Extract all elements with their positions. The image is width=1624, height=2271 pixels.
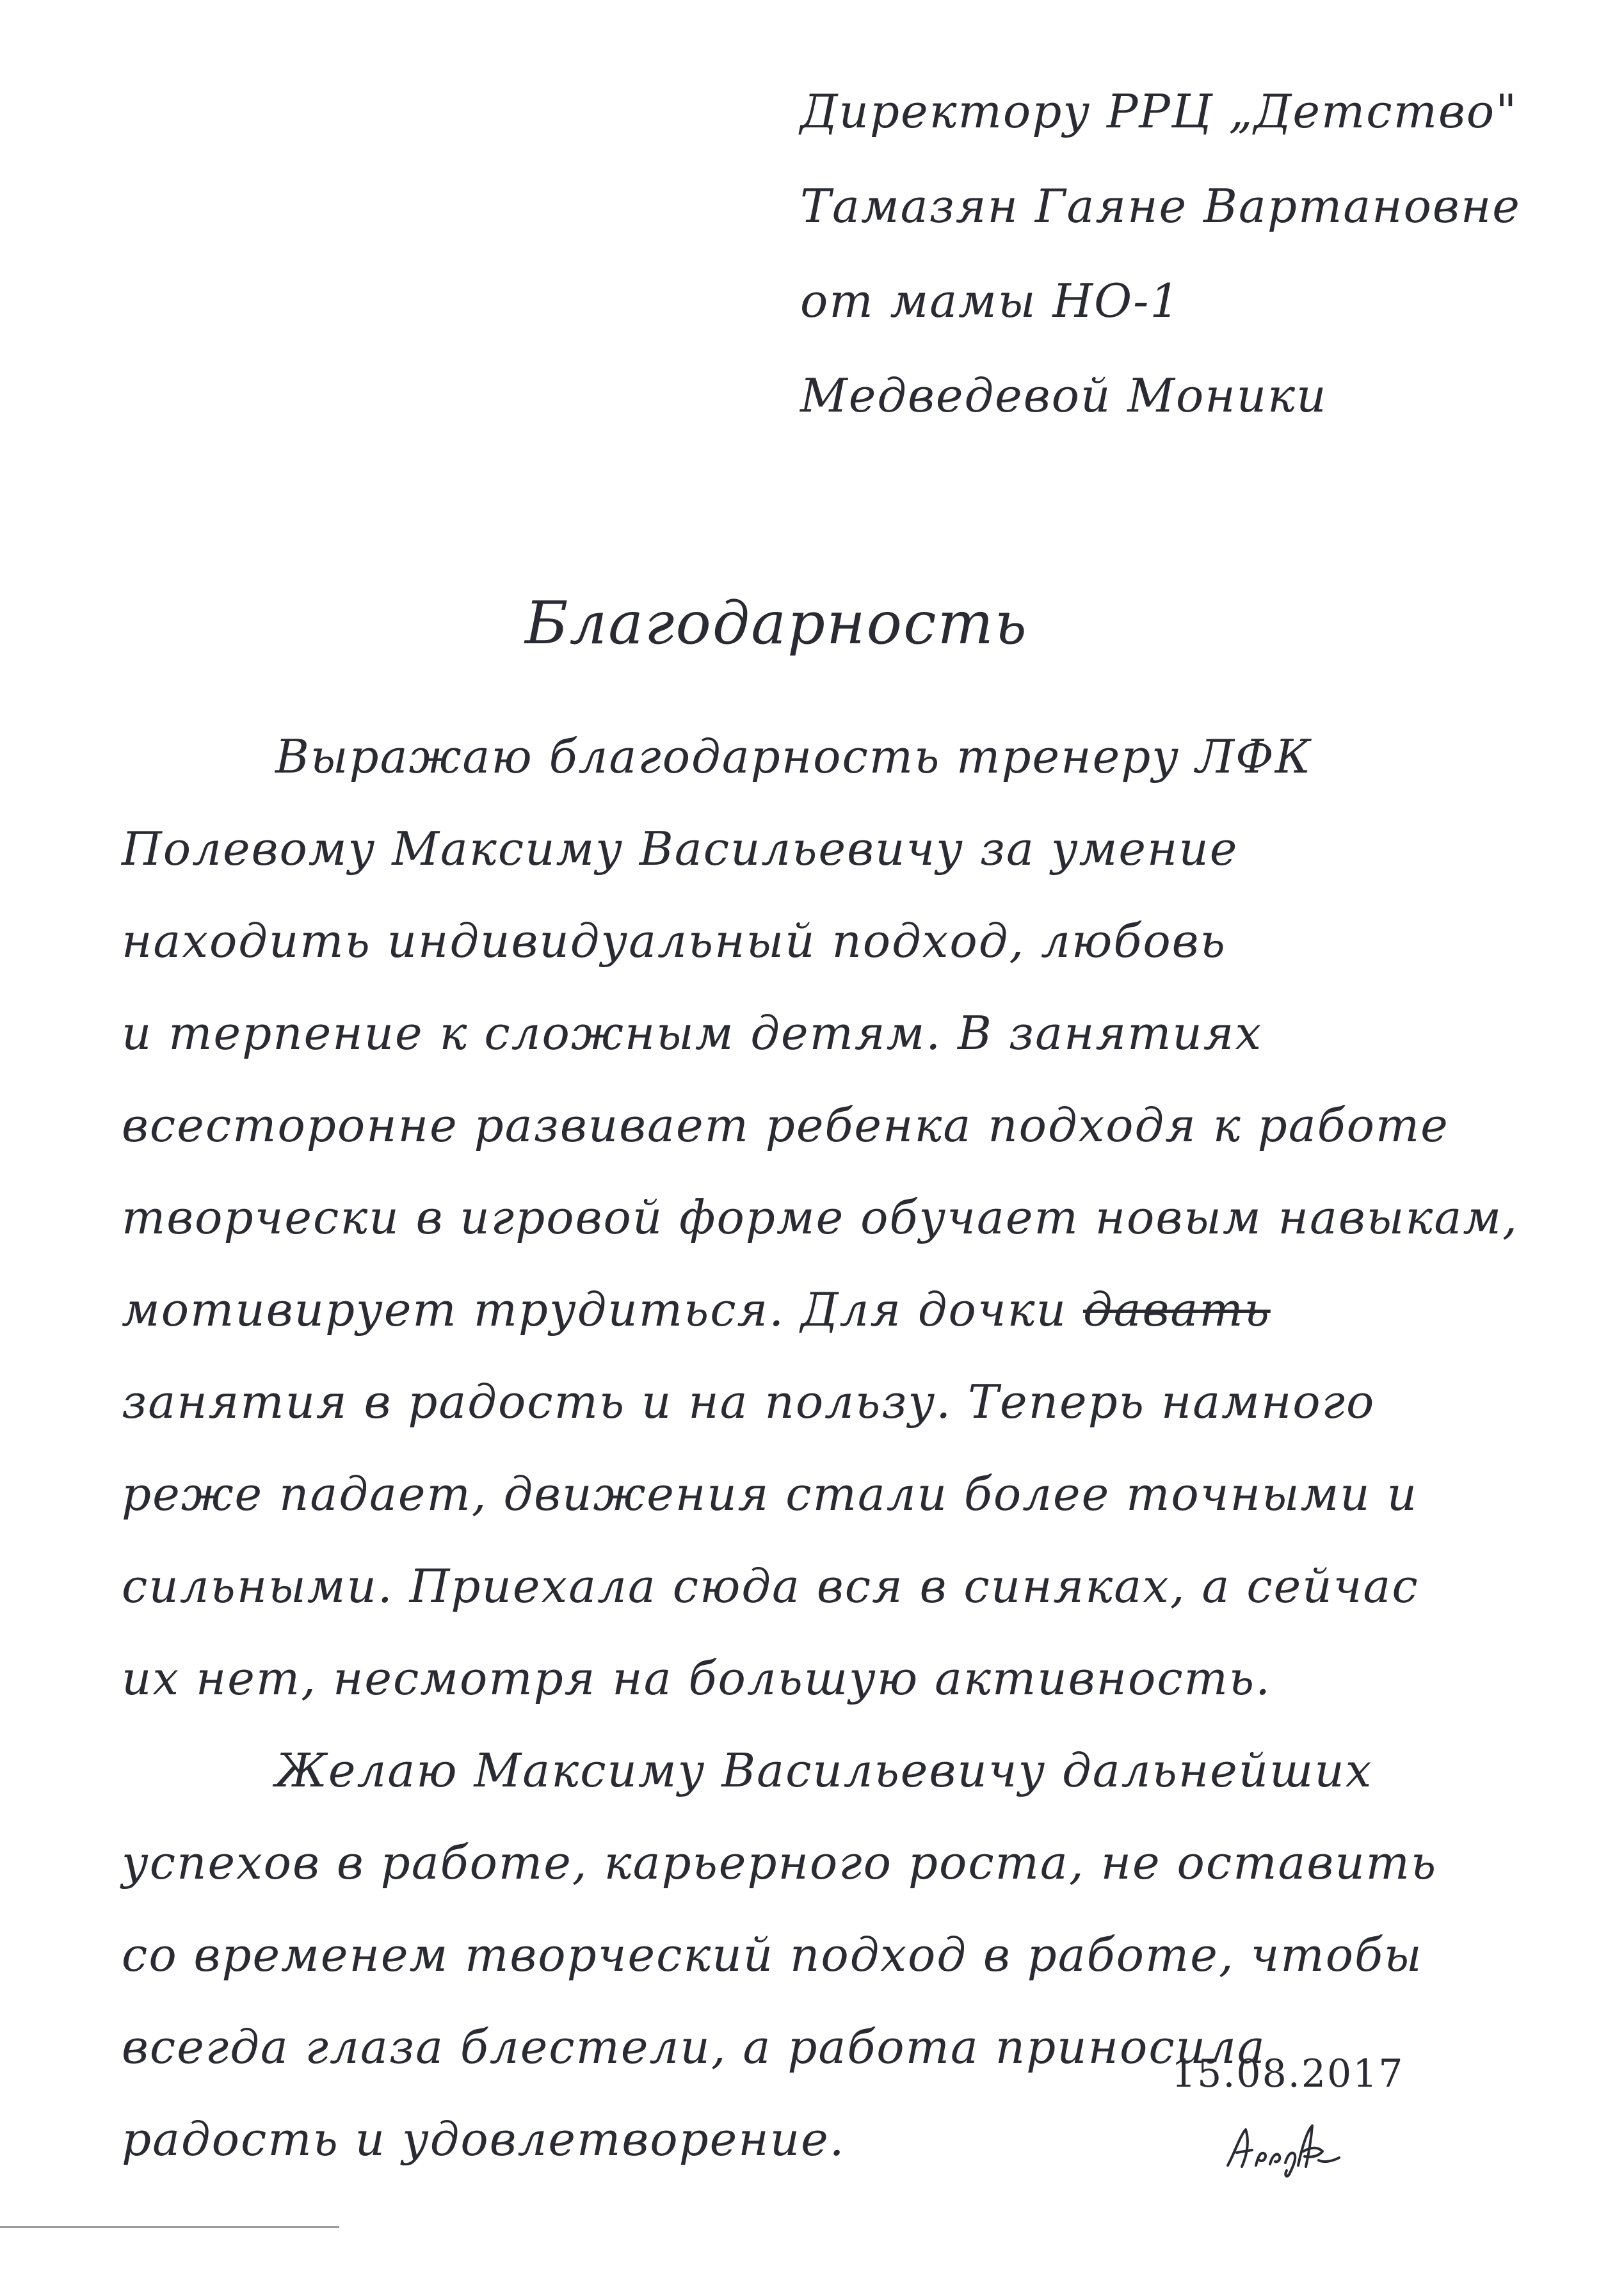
body-line: их нет, несмотря на большую активность. <box>122 1651 1272 1705</box>
body-line: мотивирует трудиться. Для дочки <box>122 1283 1068 1336</box>
body-line: находить индивидуальный подход, любовь <box>122 914 1226 968</box>
addressee-line: от мамы НО-1 <box>800 274 1181 328</box>
letter-title: Благодарность <box>525 589 1028 657</box>
body-line: радость и удовлетворение. <box>122 2112 846 2166</box>
body-line: сильными. Приехала сюда вся в синяках, а сейчас <box>122 1559 1419 1613</box>
addressee-block <box>800 64 1568 443</box>
body-line: Полевому Максиму Васильевичу за умение <box>122 822 1239 876</box>
body-line: Желаю Максиму Васильевичу дальнейших <box>275 1744 1373 1797</box>
body-line: со временем творческий подход в работе, чтобы <box>122 1928 1423 1982</box>
body-line-with-strike <box>122 1264 1543 1356</box>
body-line: успехов в работе, карьерного роста, не оставить <box>122 1836 1438 1890</box>
body-line: творчески в игровой форме обучает новым навыкам, <box>122 1191 1518 1244</box>
body-line: занятия в радость и на пользу. Теперь намного <box>122 1375 1376 1429</box>
addressee-line: Тамазян Гаяне Вартановне <box>800 179 1521 233</box>
body-line: и терпение к сложным детям. В занятиях <box>122 1006 1263 1060</box>
handwritten-signature <box>1223 2115 1351 2179</box>
letter-date: 15.08.2017 <box>1171 2051 1404 2096</box>
addressee-line: Директору РРЦ „Детство" <box>800 84 1518 138</box>
addressee-line: Медведевой Моники <box>800 369 1328 422</box>
body-line: Выражаю благодарность тренеру ЛФК <box>275 730 1312 783</box>
body-line: всесторонне развивает ребенка подходя к работе <box>122 1098 1449 1152</box>
footer-rule <box>0 2226 339 2228</box>
body-line: всегда глаза блестели, а работа приносила <box>122 2020 1266 2074</box>
letter-body <box>122 710 1543 2185</box>
struck-word: давать <box>1082 1283 1271 1336</box>
body-line: реже падает, движения стали более точными и <box>122 1467 1418 1521</box>
